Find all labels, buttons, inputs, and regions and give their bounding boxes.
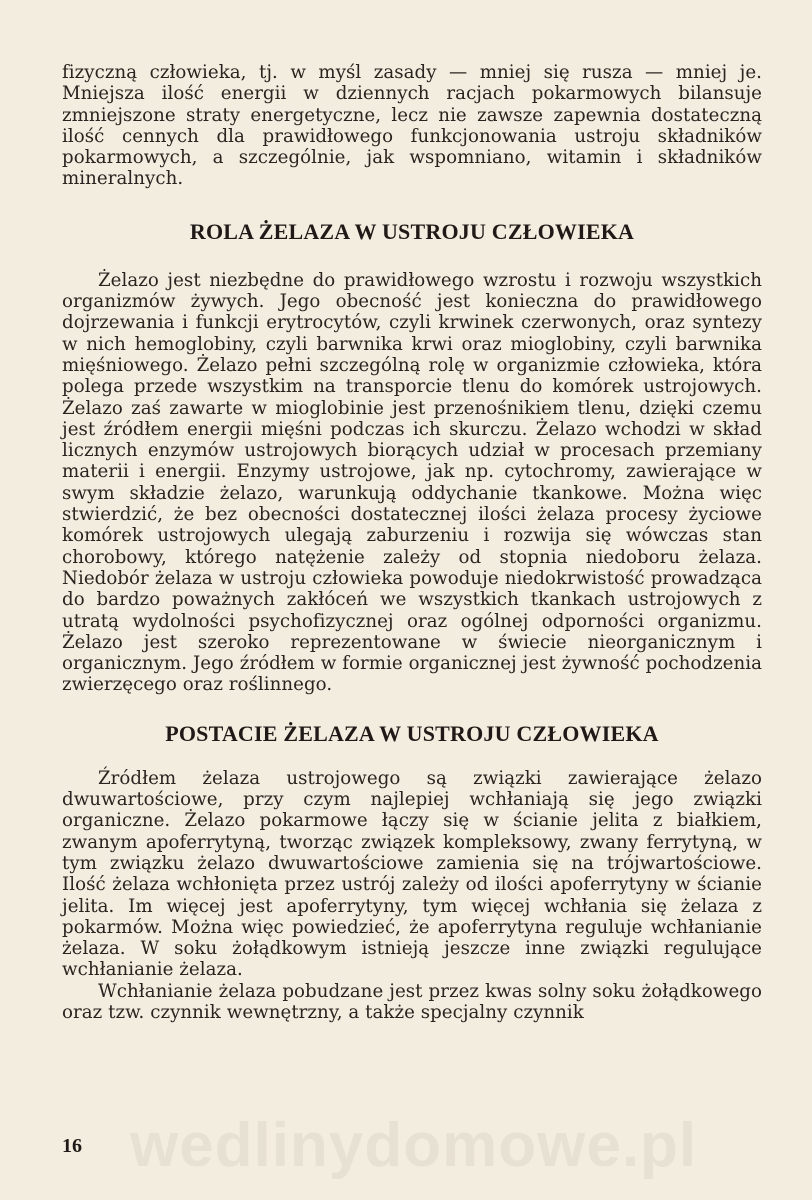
paragraph-zrodla-zelaza: Źródłem żelaza ustrojowego są związki zawierające żelazo dwuwartościowe, przy czym najlepiej wchłaniają się jego związki organiczne. Żelazo pokarmowe łączy się w ścianie jelita z białkiem, zwanym apoferrytyną, tworząc związek kompleksowy, zwany ferrytyną, w tym związku żelazo dwuwartościowe zamienia się na trójwartościowe. Ilość żelaza wchłonięta przez ustrój zależy od ilości apoferrytyny w ścianie jelita. Im więcej jest apoferrytyny, tym więcej wchłania się żelaza z pokarmów. Można więc powiedzieć, że apoferrytyna reguluje wchłanianie żelaza. W soku żołądkowym istnieją jeszcze inne związki regulujące wchłanianie żelaza. [62, 767, 762, 981]
page-content [62, 62, 762, 1023]
heading-rola-zelaza: ROLA ŻELAZA W USTROJU CZŁOWIEKA [189, 218, 635, 244]
paragraph-intro: fizyczną człowieka, tj. w myśl zasady — mniej się rusza — mniej je. Mniejsza ilość energii w dziennych racjach pokarmowych bilansuje zmniejszone straty energetyczne, lecz nie zawsze zapewnia dostateczną ilość cennych dla prawidłowego funkcjonowania ustroju składników pokarmowych, a szczególnie, jak wspomniano, witamin i składników mineralnych. [62, 62, 762, 190]
watermark: wedlinydomowe.pl [130, 1111, 698, 1180]
heading-postacie-zelaza: POSTACIE ŻELAZA W USTROJU CZŁOWIEKA [165, 720, 659, 746]
paragraph-rola-zelaza: Żelazo jest niezbędne do prawidłowego wzrostu i rozwoju wszystkich organizmów żywych. Jego obecność jest konieczna do prawidłowego dojrzewania i funkcji erytrocytów, czyli krwinek czerwonych, oraz syntezy w nich hemoglobiny, czyli barwnika krwi oraz mioglobiny, czyli barwnika mięśniowego. Żelazo pełni szczególną rolę w organizmie człowieka, która polega przede wszystkim na transporcie tlenu do komórek ustrojowych. Żelazo zaś zawarte w mioglobinie jest przenośnikiem tlenu, dzięki czemu jest źródłem energii mięśni podczas ich skurczu. Żelazo wchodzi w skład licznych enzymów ustrojowych biorących udział w procesach przemiany materii i energii. Enzymy ustrojowe, jak np. cytochromy, zawierające w swym składzie żelazo, warunkują oddychanie tkankowe. Można więc stwierdzić, że bez obecności dostatecznej ilości żelaza procesy życiowe komórek ustrojowych ulegają zaburzeniu i rozwija się wówczas stan chorobowy, którego natężenie zależy od stopnia niedoboru żelaza. Niedobór żelaza w ustroju człowieka powoduje niedokrwistość prowadząca do bardzo poważnych zakłóceń we wszystkich tkankach ustrojowych z utratą wydolności psychofizycznej oraz ogólnej odporności organizmu. Żelazo jest szeroko reprezentowane w świecie nieorganicznym i organicznym. Jego źródłem w formie organicznej jest żywność pochodzenia zwierzęcego oraz roślinnego. [62, 269, 762, 696]
paragraph-wchlanianie: Wchłanianie żelaza pobudzane jest przez kwas solny soku żołądkowego oraz tzw. czynnik wewnętrzny, a także specjalny czynnik [62, 980, 762, 1023]
page-number: 16 [62, 1135, 82, 1157]
